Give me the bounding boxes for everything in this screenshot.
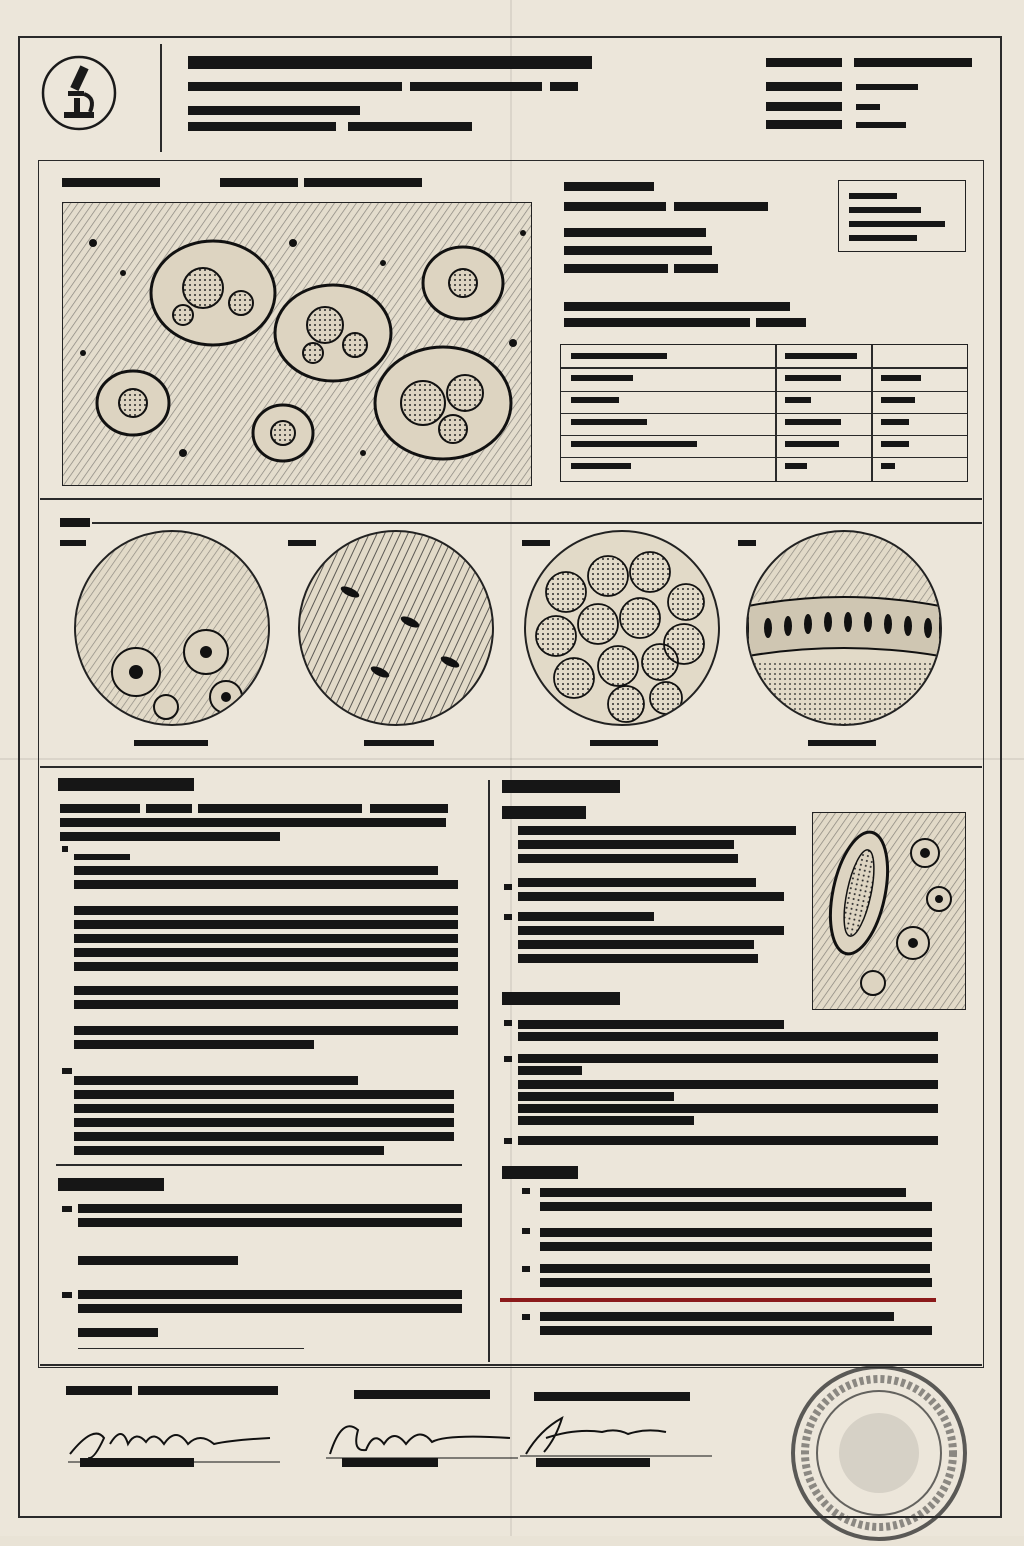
circle-micrograph-3 — [524, 530, 720, 726]
circle-micrograph-4 — [746, 530, 942, 726]
reference-box — [838, 180, 966, 252]
seal-stamp-icon — [786, 1360, 972, 1546]
microscope-icon — [40, 54, 118, 132]
inset-micrograph — [812, 812, 966, 1010]
results-table — [560, 344, 968, 482]
highlight-rule — [500, 1298, 936, 1302]
main-micrograph — [62, 202, 532, 486]
circle-micrograph-1 — [74, 530, 270, 726]
circle-micrograph-2 — [298, 530, 494, 726]
